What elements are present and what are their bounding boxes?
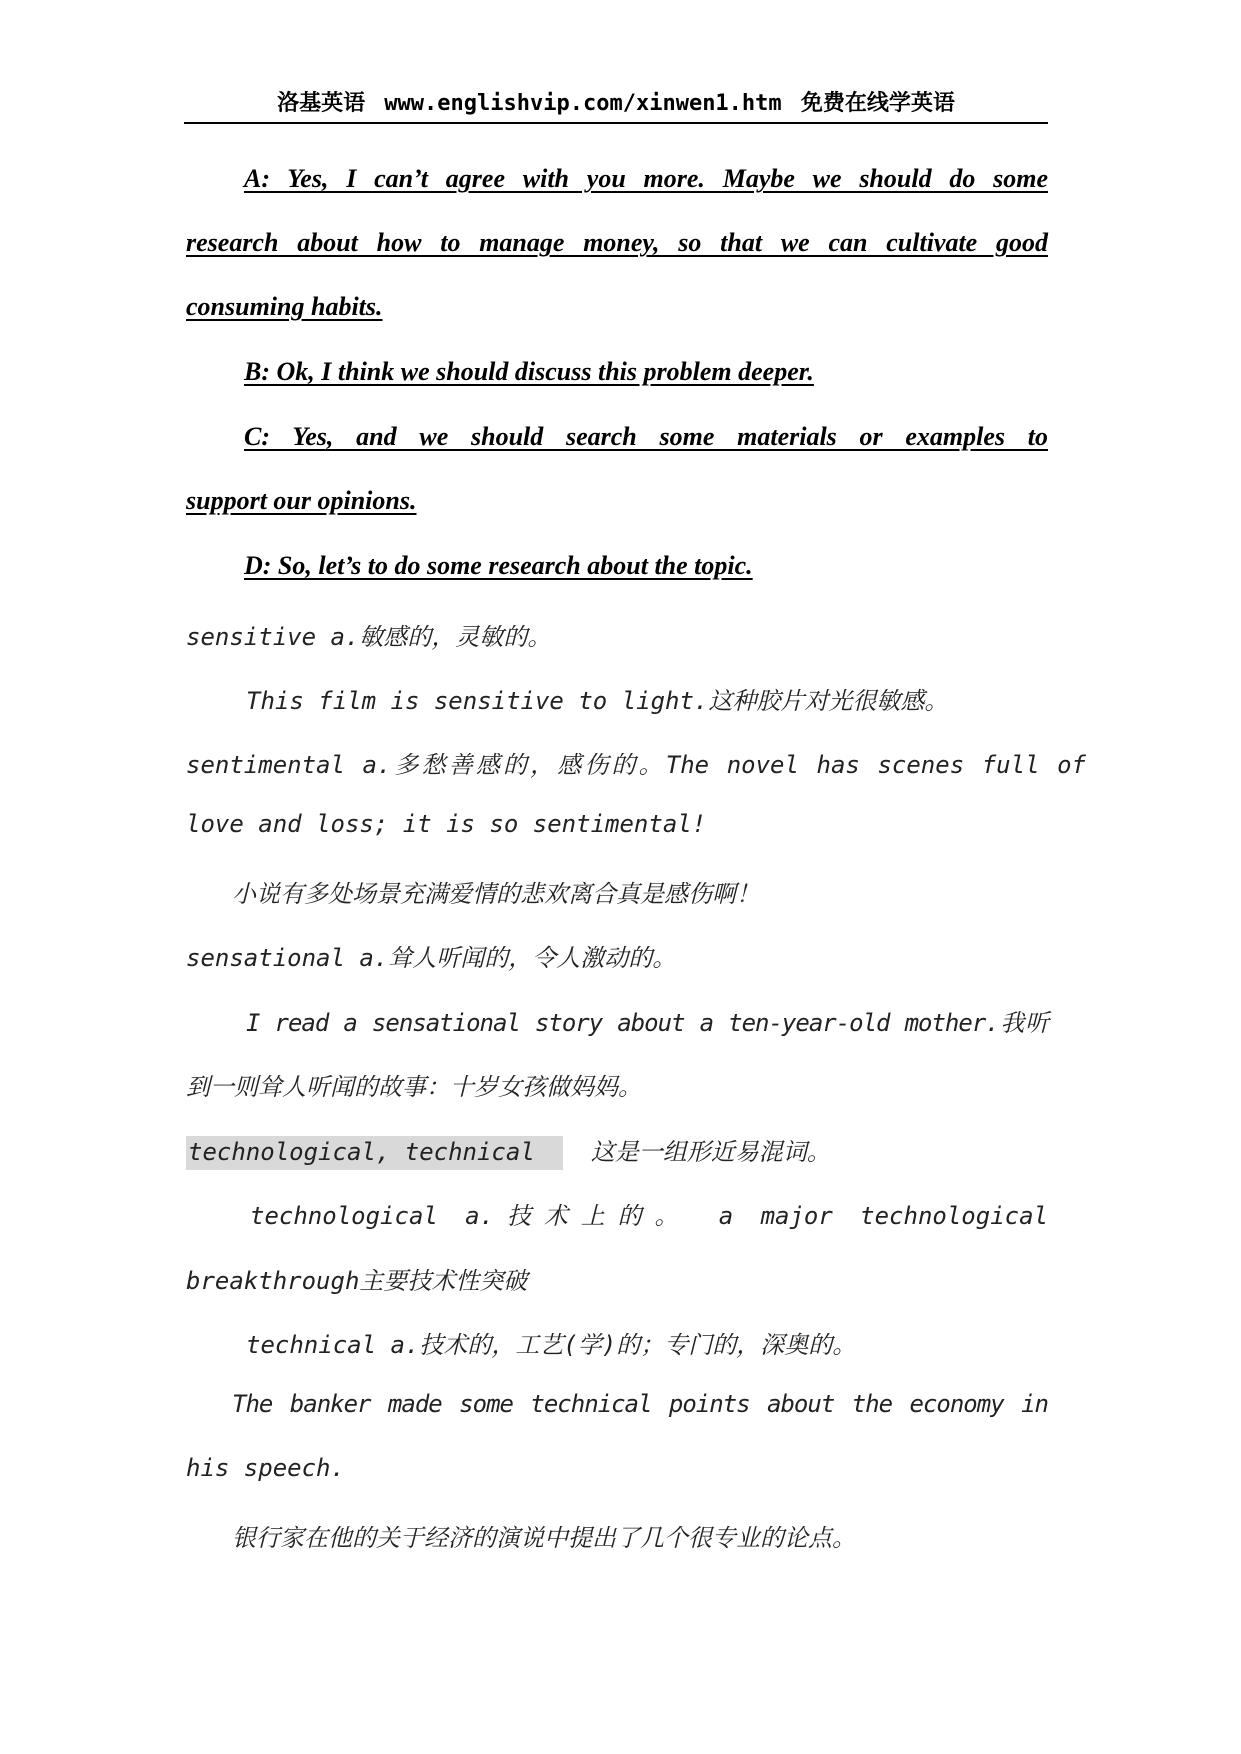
dialogue-b-line: B: Ok, I think we should discuss this problem deeper. bbox=[244, 357, 814, 386]
dialogue-a-line-2: research about how to manage money, so that we can cultivate good bbox=[186, 228, 1048, 257]
header-divider bbox=[184, 122, 1048, 124]
sensational-definition: sensational a.耸人听闻的，令人激动的。 bbox=[186, 944, 677, 972]
technical-chinese: 银行家在他的关于经济的演说中提出了几个很专业的论点。 bbox=[232, 1524, 856, 1552]
confusable-pair-row bbox=[186, 1132, 831, 1167]
dialogue-d-line: D: So, let’s to do some research about the topic. bbox=[244, 551, 753, 580]
technological-line-1: technological a.技术上的。 a major technological bbox=[250, 1202, 1048, 1230]
technical-definition: technical a.技术的，工艺(学)的；专门的，深奥的。 bbox=[246, 1331, 857, 1359]
sensational-example-line-2: 到一则耸人听闻的故事：十岁女孩做妈妈。 bbox=[186, 1073, 642, 1101]
dialogue-c-line-2: support our opinions. bbox=[186, 486, 417, 515]
confusable-pair-highlight: technological, technical bbox=[186, 1136, 563, 1170]
dialogue-a-line-1: A: Yes, I can’t agree with you more. Maybe we should do some bbox=[244, 164, 1048, 193]
sensational-example-line-1: I read a sensational story about a ten-year-old mother.我听 bbox=[246, 1009, 1048, 1037]
sentimental-line-2: love and loss; it is so sentimental! bbox=[186, 810, 707, 838]
sensitive-definition: sensitive a.敏感的，灵敏的。 bbox=[186, 623, 552, 651]
page-header: 洛基英语 www.englishvip.com/xinwen1.htm 免费在线学英语 bbox=[277, 91, 955, 116]
dialogue-c-line-1: C: Yes, and we should search some materials or examples to bbox=[244, 422, 1048, 451]
technological-line-2: breakthrough主要技术性突破 bbox=[186, 1267, 528, 1295]
sentimental-line-1: sentimental a.多愁善感的，感伤的。The novel has scenes full of bbox=[186, 751, 1086, 779]
technical-example-line-2: his speech. bbox=[186, 1454, 345, 1482]
technical-example-line-1: The banker made some technical points about the economy in bbox=[232, 1390, 1048, 1418]
confusable-pair-note: 这是一组形近易混词。 bbox=[590, 1138, 831, 1166]
dialogue-a-line-3: consuming habits. bbox=[186, 292, 383, 321]
sensitive-example: This film is sensitive to light.这种胶片对光很敏感。 bbox=[246, 687, 949, 715]
sentimental-chinese: 小说有多处场景充满爱情的悲欢离合真是感伤啊！ bbox=[232, 880, 760, 908]
